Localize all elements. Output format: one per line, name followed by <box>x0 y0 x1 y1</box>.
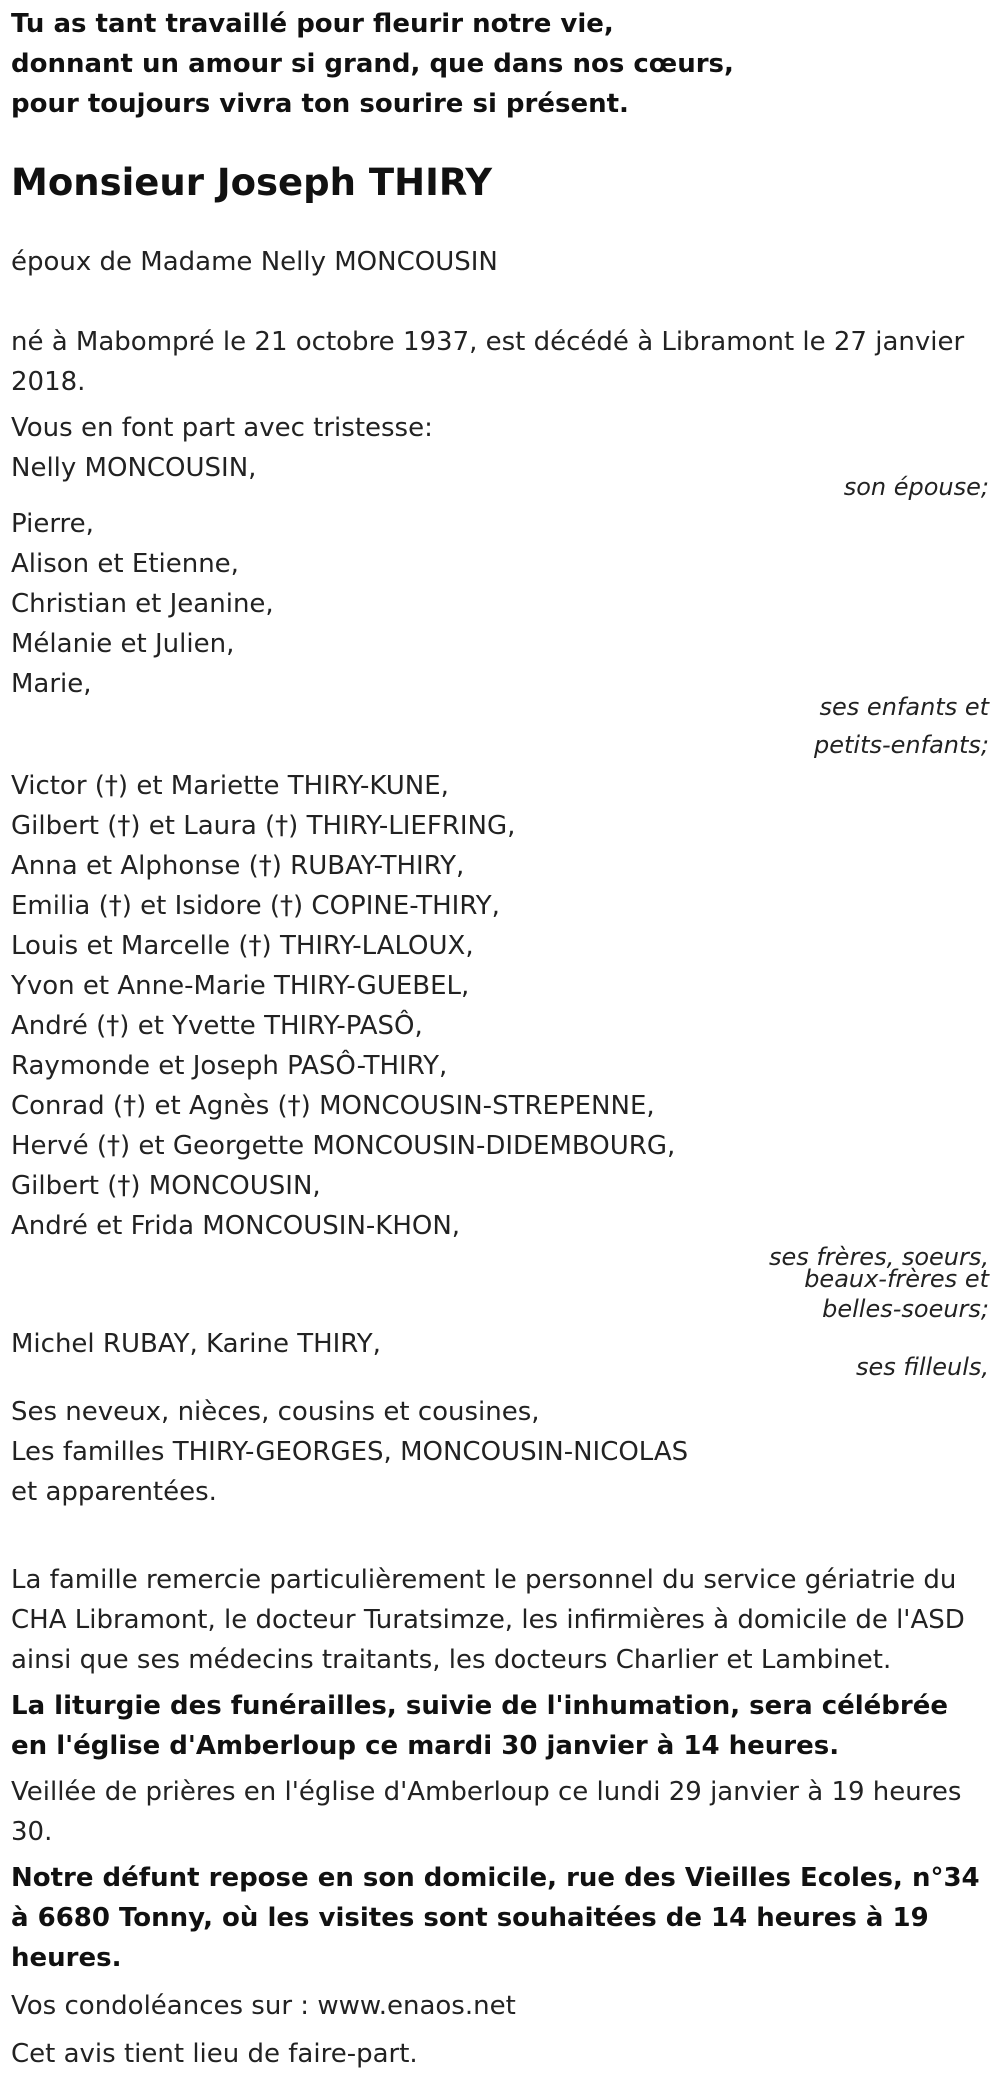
deceased-name: Monsieur Joseph THIRY <box>11 161 493 204</box>
family-member: Yvon et Anne-Marie THIRY-GUEBEL, <box>11 971 470 1001</box>
family-role: belles-soeurs; <box>822 1295 989 1323</box>
extended-family <box>11 1392 989 1512</box>
family-member: Conrad (†) et Agnès (†) MONCOUSIN-STREPENNE, <box>11 1091 655 1121</box>
family-role: ses filleuls, <box>855 1353 989 1381</box>
family-member: Mélanie et Julien, <box>11 629 235 659</box>
funeral-announcement: La liturgie des funérailles, suivie de l'inhumation, sera célébrée en l'église d'Amberloup ce mardi 30 janvier à 14 heures. <box>11 1691 948 1761</box>
family-member: Alison et Etienne, <box>11 549 239 579</box>
poem <box>11 0 989 124</box>
family-member: Louis et Marcelle (†) THIRY-LALOUX, <box>11 931 474 961</box>
family-member: André et Frida MONCOUSIN-KHON, <box>11 1211 461 1241</box>
birth-death-line: né à Mabompré le 21 octobre 1937, est décédé à Libramont le 27 janvier 2018. <box>11 327 965 397</box>
family-role: ses enfants et <box>819 693 989 721</box>
poem-line: pour toujours vivra ton sourire si présent. <box>11 89 629 119</box>
family-group-siblings <box>11 766 989 1328</box>
family-role: beaux-frères et <box>804 1265 989 1293</box>
family-member: Michel RUBAY, Karine THIRY, <box>11 1329 381 1359</box>
family-role: ses frères, soeurs, <box>768 1243 989 1271</box>
family-role: petits-enfants; <box>814 731 989 759</box>
family-member: Marie, <box>11 669 92 699</box>
family-member: Victor (†) et Mariette THIRY-KUNE, <box>11 771 449 801</box>
family-member: Pierre, <box>11 509 94 539</box>
family-group-godchildren <box>11 1324 989 1386</box>
family-member: Christian et Jeanine, <box>11 589 274 619</box>
family-member: Anna et Alphonse (†) RUBAY-THIRY, <box>11 851 465 881</box>
poem-line: donnant un amour si grand, que dans nos cœurs, <box>11 49 734 79</box>
family-member: Raymonde et Joseph PASÔ-THIRY, <box>11 1051 448 1081</box>
family-role: son épouse; <box>843 473 989 501</box>
obituary-notice <box>11 0 989 2100</box>
family-member: Gilbert (†) et Laura (†) THIRY-LIEFRING, <box>11 811 516 841</box>
family-member: Les familles THIRY-GEORGES, MONCOUSIN-NICOLAS <box>11 1437 689 1467</box>
poem-line: Tu as tant travaillé pour fleurir notre vie, <box>11 9 614 39</box>
intro-line: Vous en font part avec tristesse: <box>11 413 433 443</box>
wake-announcement: Veillée de prières en l'église d'Amberloup ce lundi 29 janvier à 19 heures 30. <box>11 1777 962 1847</box>
family-member: André (†) et Yvette THIRY-PASÔ, <box>11 1011 423 1041</box>
family-member: Gilbert (†) MONCOUSIN, <box>11 1171 321 1201</box>
family-group-children <box>11 504 989 764</box>
condolences-line: Vos condoléances sur : www.enaos.net <box>11 1991 516 2021</box>
spouse-line: époux de Madame Nelly MONCOUSIN <box>11 247 498 277</box>
resting-place: Notre défunt repose en son domicile, rue des Vieilles Ecoles, n°34 à 6680 Tonny, où les visites sont souhaitées de 14 heures à 19 heures. <box>11 1863 980 1973</box>
thanks-paragraph: La famille remercie particulièrement le personnel du service gériatrie du CHA Libramont, le docteur Turatsimze, les infirmières à domicile de l'ASD ainsi que ses médecins traitants, les docteurs Charlier et Lambinet. <box>11 1565 965 1675</box>
family-member: Ses neveux, nièces, cousins et cousines, <box>11 1397 540 1427</box>
notice-line: Cet avis tient lieu de faire-part. <box>11 2039 418 2069</box>
family-group-spouse <box>11 448 989 506</box>
family-member: Hervé (†) et Georgette MONCOUSIN-DIDEMBOURG, <box>11 1131 676 1161</box>
family-member: Emilia (†) et Isidore (†) COPINE-THIRY, <box>11 891 500 921</box>
family-member: et apparentées. <box>11 1477 217 1507</box>
family-member: Nelly MONCOUSIN, <box>11 453 257 483</box>
